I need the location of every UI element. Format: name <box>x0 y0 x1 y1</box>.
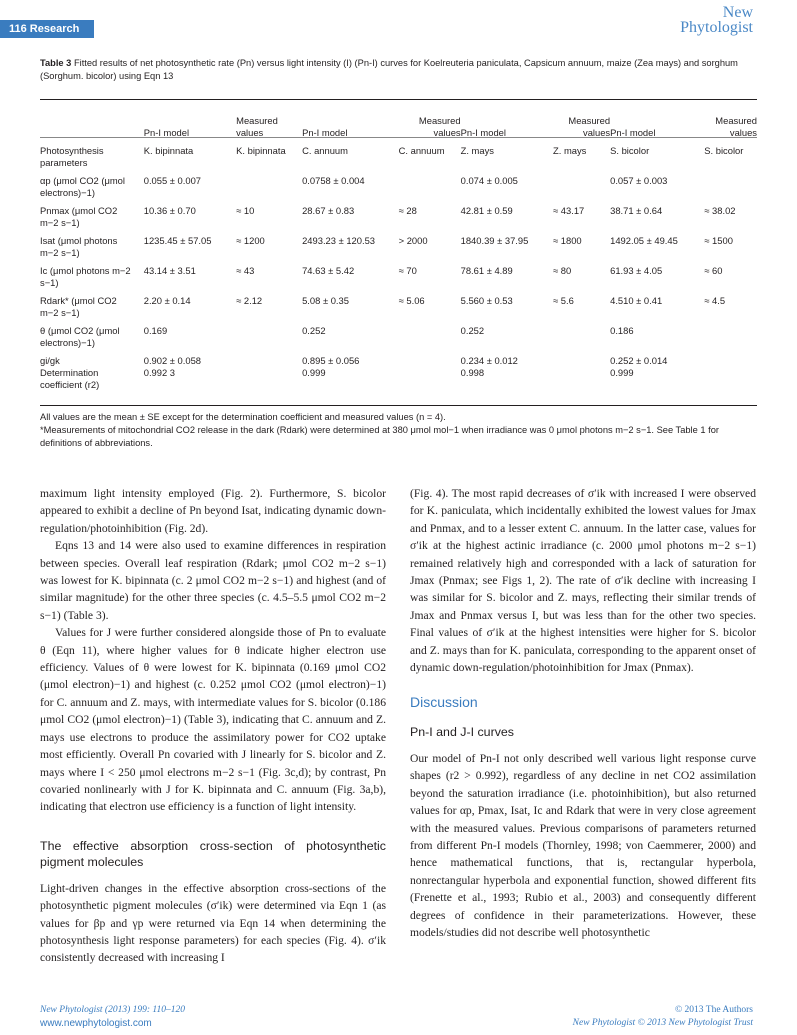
table-cell <box>236 367 302 391</box>
table-cell: 0.999 <box>302 367 326 378</box>
table-caption <box>40 57 760 83</box>
table-cell <box>236 325 302 349</box>
table-cell: ≈ 2.12 <box>236 295 263 306</box>
table-cell: 1492.05 ± 49.45 <box>610 235 678 246</box>
table-cell: 0.902 ± 0.058 <box>143 355 202 366</box>
table-cell <box>553 367 610 391</box>
left-column <box>40 485 386 967</box>
table-header-cell: Measured values <box>568 115 611 138</box>
table-cell: Z. mays <box>553 145 587 156</box>
table-row <box>40 265 757 289</box>
journal-logo-line1: New <box>722 4 753 21</box>
table-cell <box>553 325 610 349</box>
table-cell <box>553 175 610 199</box>
paragraph: maximum light intensity employed (Fig. 2). Furthermore, S. bicolor appeared to exhibit a decline of Pn beyond Isat, indicating dynamic down-regulation/photoinhibition (Fig. 2d). <box>40 487 386 535</box>
table-cell: 2.20 ± 0.14 <box>143 295 191 306</box>
table-cell: 0.999 <box>610 367 634 378</box>
parameters-table <box>40 101 757 391</box>
table-cell: 1840.39 ± 37.95 <box>460 235 529 246</box>
paragraph: Eqns 13 and 14 were also used to examine differences in respiration between species. Overall leaf respiration (Rdark; μmol CO2 m−2 s−1) was lowest for K. bipinnata (c. 2 μmol CO2 m−2 s−1) and highest (and of similar magnitude) for the other three species (c. 4.5–5.5 μmol CO2 m−2 s−1) (Table 3). <box>40 539 386 622</box>
table-cell: ≈ 80 <box>553 265 572 276</box>
table-row-label: Pnmax (μmol CO2 m−2 s−1) <box>40 205 118 228</box>
table-cell: 0.234 ± 0.012 <box>460 355 518 366</box>
table-note-2: *Measurements of mitochondrial CO2 release in the dark (Rdark) were determined at 380 μmol mol−1 when irradiance was 0 μmol photons m−2 s−1. See Table 1 for definitions of abbreviations. <box>40 425 719 448</box>
table-cell: 0.186 <box>610 325 634 336</box>
table-cell: 42.81 ± 0.59 <box>460 205 513 216</box>
table-cell: 38.71 ± 0.64 <box>610 205 663 216</box>
table-cell: 43.14 ± 3.51 <box>143 265 196 276</box>
table-cell <box>399 367 461 391</box>
table-cell: 78.61 ± 4.89 <box>460 265 513 276</box>
paragraph: Our model of Pn-I not only described well various light response curve shapes (r2 > 0.992), regardless of any decline in net CO2 assimilation beyond the saturation irradiance (i.e. photoinhibition), but also returned values for αp, Pmax, Isat, Ic and Rdark that were in very close agreement with the measured values. Previous comparisons of parameters returned from different Pn-I models (Thornley, 1998; von Caemmerer, 2000) and hence mathematical functions, that is, rectangular hyperbola, nonrectangular hyperbola and exponential function, showed different fits (Frenette et al., 1993; Rubio et al., 2003) and consequently different degrees of confidence in their parameterizations. However, these models/studies did not describe well photosynthetic <box>410 751 756 939</box>
table-cell: 0.992 3 <box>143 367 176 378</box>
table-cell: K. bipinnata <box>143 145 194 156</box>
table-cell: 0.998 <box>460 367 485 378</box>
table-cell: ≈ 10 <box>236 205 255 216</box>
journal-logo <box>680 5 753 35</box>
table-row <box>40 145 757 169</box>
table-cell <box>704 325 757 349</box>
table-cell <box>704 367 757 391</box>
table-cell: 0.252 ± 0.014 <box>610 355 668 366</box>
table-row-label: θ (μmol CO2 (μmol electrons)−1) <box>40 325 120 348</box>
table-cell: ≈ 38.02 <box>704 205 736 216</box>
table-header-cell: Measured values <box>715 115 757 138</box>
table-cell <box>399 325 461 349</box>
table-cell: K. bipinnata <box>236 145 286 156</box>
table-cell: 0.057 ± 0.003 <box>610 175 668 186</box>
table-header-cell <box>40 101 144 145</box>
table-row <box>40 175 757 199</box>
table-row <box>40 367 757 391</box>
table-cell: 28.67 ± 0.83 <box>302 205 355 216</box>
table-cell: ≈ 5.6 <box>553 295 574 306</box>
table-cell <box>553 355 610 367</box>
table-cell: ≈ 60 <box>704 265 723 276</box>
footer-journal-line: New Phytologist (2013) 199: 110–120 <box>40 1005 185 1015</box>
table-top-rule <box>40 99 757 100</box>
table-row <box>40 355 757 367</box>
table-cell: ≈ 43.17 <box>553 205 585 216</box>
table-cell: 5.560 ± 0.53 <box>460 295 513 306</box>
table-cell <box>236 355 302 367</box>
table-cell: 0.0758 ± 0.004 <box>302 175 365 186</box>
table-cell <box>704 355 757 367</box>
table-cell: 0.895 ± 0.056 <box>302 355 360 366</box>
table-row-label: Rdark* (μmol CO2 m−2 s−1) <box>40 295 117 318</box>
paragraph: Light-driven changes in the effective absorption cross-sections of the photosynthetic pigment molecules (σ′ik) were determined via Eqn 1 (as values for βp and γp were returned via Eqn 14 when determining the photosynthesis light response parameters) for each species (Fig. 4). σ′ik consistently decreased with increasing I <box>40 881 386 965</box>
table-cell: 0.055 ± 0.007 <box>143 175 202 186</box>
paragraph: (Fig. 4). The most rapid decreases of σ′ik with increased I were observed for K. paniculata, which incidentally exhibited the lowest values for Jmax and Pnmax, and to a lesser extent C. annuum. In the latter case, values for σ′ik at the highest actinic irradiance (c. 2000 μmol photons m−2 s−1) remained relatively high and corresponded with a lack of saturation for Jmax (Pnmax; see Figs 1, 2). The rate of σ′ik decline with increasing I was similar for S. bicolor and Z. mays, reflecting their similar trends of Jmax and Pnmax versus I, but was less than for the other two species. Final values of σ′ik at the highest intensities were higher for S. bicolor and Z. mays than for K. paniculata, corresponding to the apparent onset of dynamic down-regulation/photoinhibition for Jmax (Pnmax). <box>410 487 756 675</box>
table-header-cell: Pn-I model <box>143 127 190 138</box>
table-cell: ≈ 1500 <box>704 235 733 246</box>
table-cell: 0.252 <box>460 325 485 336</box>
table-row <box>40 295 757 319</box>
table-row-label: Ic (μmol photons m−2 s−1) <box>40 265 131 288</box>
page-section-badge: 116 Research <box>0 20 94 38</box>
table-row <box>40 325 757 349</box>
table-header-cell: Measured values <box>418 115 461 138</box>
right-column <box>410 485 756 941</box>
table-cell: 61.93 ± 4.05 <box>610 265 663 276</box>
journal-logo-line2: Phytologist <box>680 19 753 36</box>
table-cell: 0.252 <box>302 325 326 336</box>
footer-right <box>573 1004 753 1030</box>
table-row <box>40 205 757 229</box>
table-notes <box>40 411 760 450</box>
footer-copyright-1: © 2013 The Authors <box>674 1005 753 1015</box>
table-row <box>40 235 757 259</box>
table-header-cell: Pn-I model <box>460 127 506 138</box>
table-header-cell: Pn-I model <box>302 127 348 138</box>
table-caption-label: Table 3 <box>40 58 72 68</box>
table-caption-text: Fitted results of net photosynthetic rate (Pn) versus light intensity (I) (Pn-I) curves for Koelreuteria paniculata, Capsicum annuum, maize (Zea mays) and sorghum (Sorghum. bicolor) using Eqn 13 <box>40 58 738 81</box>
table-row-label: Photosynthesis parameters <box>40 145 104 168</box>
footer-copyright-2: New Phytologist © 2013 New Phytologist Trust <box>572 1018 753 1028</box>
table-cell: 74.63 ± 5.42 <box>302 265 355 276</box>
table-cell: C. annuum <box>398 145 445 156</box>
table-cell: 0.169 <box>143 325 168 336</box>
table-cell: ≈ 28 <box>398 205 417 216</box>
table-cell: 0.074 ± 0.005 <box>460 175 518 186</box>
table-cell: 10.36 ± 0.70 <box>143 205 196 216</box>
paragraph: Values for J were further considered alongside those of Pn to evaluate θ (Eqn 11), where higher values for θ indicate higher electron use efficiency. Values of θ were lowest for K. bipinnata (0.169 μmol CO2 (μmol electron)−1) and highest (c. 0.252 μmol CO2 (μmol electron)−1) for C. annuum and Z. mays, with intermediate values for S. bicolor (0.186 μmol CO2 (μmol electron)−1) (Table 3), indicating that C. annuum and Z. mays use electrons to produce the assimilatory power for CO2 uptake most efficiently. Overall Pn covaried with J linearly for S. bicolor and Z. mays where I < 250 μmol electrons m−2 s−1 (Fig. 3c,d); by contrast, Pn covaried nonlinearly with J for K. bipinnata and C. annuum (Fig. 3a,b), indicating that electron use efficiency is a function of light intensity. <box>40 626 386 814</box>
table-cell <box>399 355 461 367</box>
table-row-label: αp (μmol CO2 (μmol electrons)−1) <box>40 175 125 198</box>
table-cell: 2493.23 ± 120.53 <box>302 235 376 246</box>
section-heading: Discussion <box>410 694 478 711</box>
table-cell: ≈ 1800 <box>553 235 582 246</box>
table-note-1: All values are the mean ± SE except for the determination coefficient and measured values (n = 4). <box>40 412 446 422</box>
subsection-heading: Pn-I and J-I curves <box>410 724 514 739</box>
table-cell <box>704 175 757 199</box>
table-cell: ≈ 43 <box>236 265 255 276</box>
table-cell: ≈ 70 <box>398 265 417 276</box>
table-cell: ≈ 4.5 <box>704 295 726 306</box>
table-bottom-rule <box>40 405 757 406</box>
table-cell: ≈ 5.06 <box>398 295 425 306</box>
table-row-label: gi/gk <box>40 355 60 366</box>
table-cell: Z. mays <box>460 145 494 156</box>
table-cell <box>399 175 461 199</box>
footer-left <box>40 1004 185 1030</box>
subsection-heading: The effective absorption cross-section of photosynthetic pigment molecules <box>40 838 386 869</box>
table-cell: C. annuum <box>302 145 348 156</box>
table-cell <box>236 175 302 199</box>
table-cell: > 2000 <box>398 235 428 246</box>
table-cell: 1235.45 ± 57.05 <box>143 235 212 246</box>
table-header-row <box>40 101 757 145</box>
table-cell: 4.510 ± 0.41 <box>610 295 663 306</box>
table-cell: 5.08 ± 0.35 <box>302 295 349 306</box>
table-row-label: Determination coefficient (r2) <box>40 367 100 390</box>
table-row-label: Isat (μmol photons m−2 s−1) <box>40 235 118 258</box>
footer-url[interactable]: www.newphytologist.com <box>40 1018 152 1029</box>
table-cell: S. bicolor <box>704 145 744 156</box>
table-header-cell: Measured values <box>236 115 278 138</box>
table-cell: S. bicolor <box>610 145 650 156</box>
table-cell: ≈ 1200 <box>236 235 265 246</box>
table-header-cell: Pn-I model <box>610 127 656 138</box>
